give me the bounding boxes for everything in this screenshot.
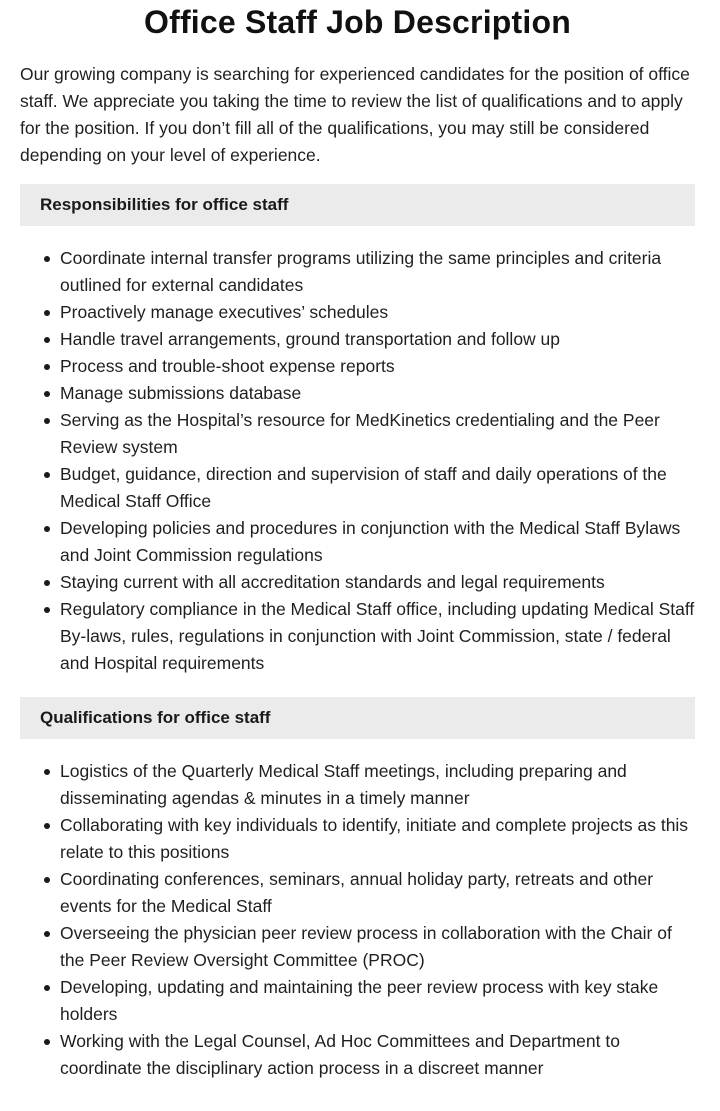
list-item: Process and trouble-shoot expense reports bbox=[60, 353, 695, 380]
job-description-page bbox=[20, 0, 695, 1082]
list-item: Coordinate internal transfer programs utilizing the same principles and criteria outlined for external candidates bbox=[60, 245, 695, 299]
list-item: Logistics of the Quarterly Medical Staff meetings, including preparing and disseminating agendas & minutes in a timely manner bbox=[60, 758, 695, 812]
responsibilities-list bbox=[20, 245, 695, 677]
qualifications-list bbox=[20, 758, 695, 1082]
list-item: Working with the Legal Counsel, Ad Hoc Committees and Department to coordinate the disciplinary action process in a discreet manner bbox=[60, 1028, 695, 1082]
list-item: Handle travel arrangements, ground transportation and follow up bbox=[60, 326, 695, 353]
list-item: Regulatory compliance in the Medical Staff office, including updating Medical Staff By-laws, rules, regulations in conjunction with Joint Commission, state / federal and Hospital requirements bbox=[60, 596, 695, 677]
list-item: Staying current with all accreditation standards and legal requirements bbox=[60, 569, 695, 596]
list-item: Overseeing the physician peer review process in collaboration with the Chair of the Peer Review Oversight Committee (PROC) bbox=[60, 920, 695, 974]
list-item: Coordinating conferences, seminars, annual holiday party, retreats and other events for the Medical Staff bbox=[60, 866, 695, 920]
list-item: Proactively manage executives’ schedules bbox=[60, 299, 695, 326]
list-item: Developing, updating and maintaining the peer review process with key stake holders bbox=[60, 974, 695, 1028]
list-item: Budget, guidance, direction and supervision of staff and daily operations of the Medical Staff Office bbox=[60, 461, 695, 515]
page-title: Office Staff Job Description bbox=[144, 4, 571, 40]
list-item: Developing policies and procedures in conjunction with the Medical Staff Bylaws and Joint Commission regulations bbox=[60, 515, 695, 569]
list-item: Collaborating with key individuals to identify, initiate and complete projects as this relate to this positions bbox=[60, 812, 695, 866]
list-item: Serving as the Hospital’s resource for MedKinetics credentialing and the Peer Review system bbox=[60, 407, 695, 461]
list-item: Manage submissions database bbox=[60, 380, 695, 407]
intro-paragraph: Our growing company is searching for experienced candidates for the position of office staff. We appreciate you taking the time to review the list of qualifications and to apply for the position. If you don’t fill all of the qualifications, you may still be considered depending on your level of experience. bbox=[20, 64, 690, 165]
qualifications-header: Qualifications for office staff bbox=[20, 697, 695, 739]
section-spacer bbox=[20, 677, 695, 682]
responsibilities-header: Responsibilities for office staff bbox=[20, 184, 695, 226]
